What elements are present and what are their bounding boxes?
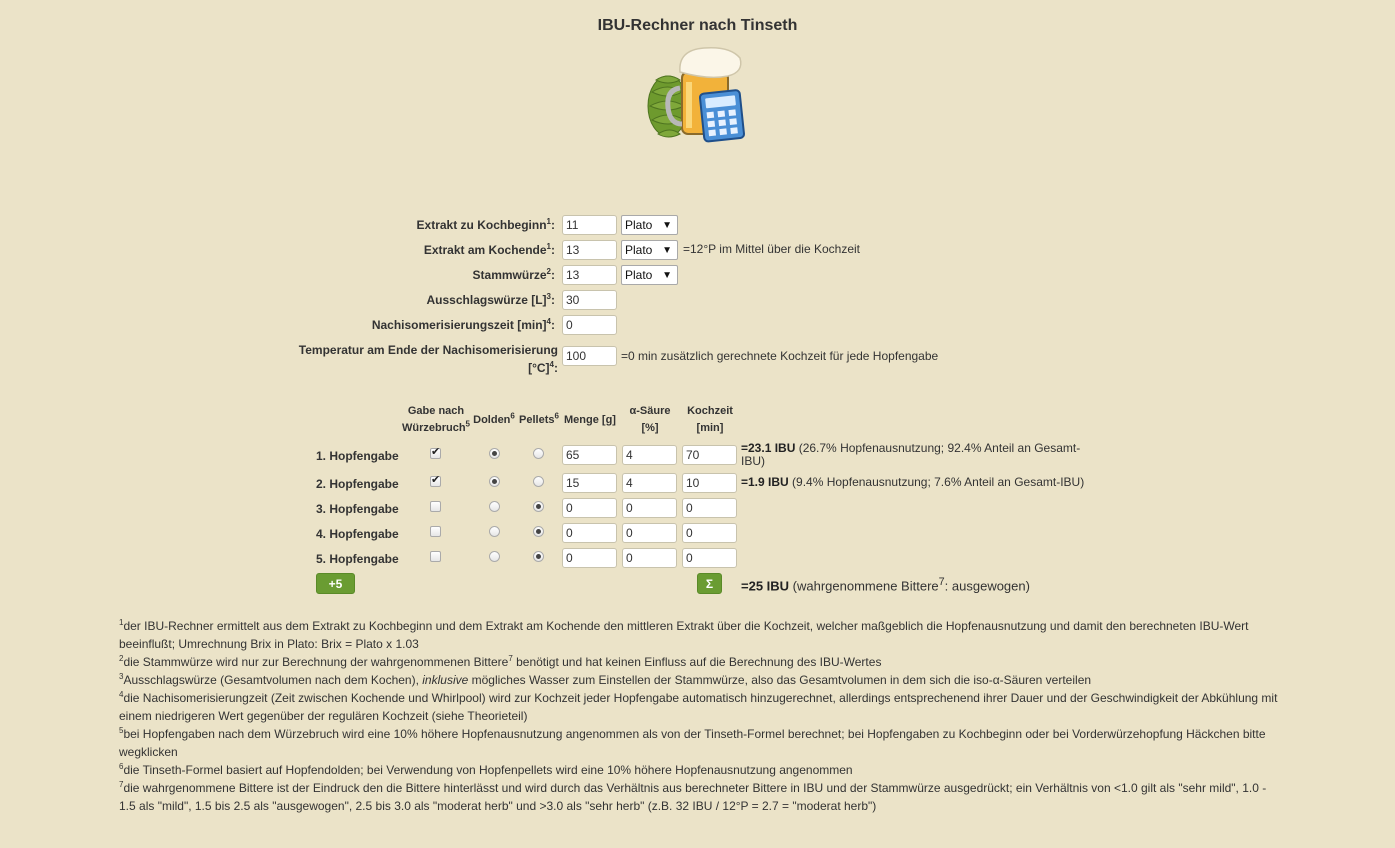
label-nachisomerisierungszeit: Nachisomerisierungszeit $[\min]^4$: xyxy=(371,317,555,332)
kochzeit-input[interactable]: 0 xyxy=(682,548,737,568)
label-temperatur: Temperatur am Ende der Nachisomerisierung $[^\circ C]^4$: xyxy=(298,343,558,375)
footnote: $^2$die Stammwürze wird nur zur Berechnung der wahrgenommenen Bittere$^7$ benötigt und hat keinen Einfluss auf die Berechnung des IBU-Wertes xyxy=(119,654,882,669)
kochzeit-input[interactable]: 70 xyxy=(682,445,737,465)
alpha-input[interactable]: 0 xyxy=(622,523,677,543)
extrakt-mittel-note: =12°P im Mittel über die Kochzeit xyxy=(683,242,860,256)
hop-row-label: 4. Hopfengabe xyxy=(316,527,399,541)
label-extrakt-kochbeginn: Extrakt zu Kochbeginn$^1$: xyxy=(416,217,555,232)
footnotes xyxy=(119,617,1279,815)
footnote: $^3$Ausschlagswürze (Gesamtvolumen nach dem Kochen), inklusive mögliches Wasser zum Einstellen der Stammwürze, also das Gesamtvolumen in dem sich die iso-α-Säuren verteilen xyxy=(119,672,1092,687)
menge-input[interactable]: 15 xyxy=(562,473,617,493)
extrakt-kochbeginn-input[interactable]: 11 xyxy=(562,215,617,235)
extrakt-kochende-unit-select[interactable]: Plato ▼ xyxy=(621,240,678,260)
hop-row-label: 1. Hopfengabe xyxy=(316,449,399,463)
extrakt-kochende-input[interactable]: 13 xyxy=(562,240,617,260)
alpha-input[interactable]: 0 xyxy=(622,498,677,518)
footnote: $^6$die Tinseth-Formel basiert auf Hopfendolden; bei Verwendung von Hopfenpellets wird eine 10% höhere Hopfenausnutzung angenommen xyxy=(119,762,853,777)
stammwuerze-unit-select[interactable]: Plato ▼ xyxy=(621,265,678,285)
chevron-down-icon: ▼ xyxy=(662,220,672,231)
menge-input[interactable]: 0 xyxy=(562,548,617,568)
label-extrakt-kochende: Extrakt am Kochende$^1$: xyxy=(423,242,555,257)
label-stammwuerze: Stammwürze$^2$: xyxy=(472,267,555,282)
temperatur-note: =0 min zusätzlich gerechnete Kochzeit für jede Hopfengabe xyxy=(621,349,939,363)
dolden-radio[interactable] xyxy=(489,476,500,487)
dolden-radio[interactable] xyxy=(489,526,500,537)
footnote: $^5$bei Hopfengaben nach dem Würzebruch wird eine 10% höhere Hopfenausnutzung angenommen als von der Tinseth-Formel berechnet; bei Hopfengaben zu Kochbeginn oder bei Vorderwürzehopfung Häckchen bitte wegklicken xyxy=(119,726,1266,759)
dolden-radio[interactable] xyxy=(489,501,500,512)
header-pellets: Pellets$^6$ xyxy=(519,411,559,426)
label-ausschlagswuerze: Ausschlagswürze $[L]^3$: xyxy=(426,292,555,307)
hop-row-label: 5. Hopfengabe xyxy=(316,552,399,566)
total-ibu-result: =25 IBU (wahrgenommene Bittere$^7$: ausgewogen) xyxy=(741,576,1030,594)
dolden-radio[interactable] xyxy=(489,448,500,459)
pellets-radio[interactable] xyxy=(533,448,544,459)
alpha-input[interactable]: 0 xyxy=(622,548,677,568)
pellets-radio[interactable] xyxy=(533,526,544,537)
chevron-down-icon: ▼ xyxy=(662,270,672,281)
beer-calculator-logo xyxy=(640,42,750,152)
footnote: $^7$die wahrgenommene Bittere ist der Eindruck den die Bittere hinterlässt und wird durch das Verhältnis aus berechneter Bittere in IBU und der Stammwürze ausgedrückt; ein Verhältnis von <1.0 gilt als "sehr mild", 1.0 - 1.5 als "mild", 1.5 bis 2.5 als "ausgewogen", 2.5 bis 3.0 als "moderat herb" und >3.0 als "sehr herb" (z.B. 32 IBU / 12°P = 2.7 = "moderat herb") xyxy=(119,780,1267,813)
sum-button[interactable]: Σ xyxy=(697,573,722,594)
after-break-checkbox[interactable] xyxy=(430,551,441,562)
after-break-checkbox[interactable] xyxy=(430,501,441,512)
dolden-radio[interactable] xyxy=(489,551,500,562)
footnote: $^1$der IBU-Rechner ermittelt aus dem Extrakt zu Kochbeginn und dem Extrakt am Kochende den mittleren Extrakt über die Kochzeit, welcher maßgeblich die Hopfenausnutzung und damit den berechneten IBU-Wert beeinflußt; Umrechnung Brix in Plato: Brix = Plato x 1.03 xyxy=(119,618,1249,651)
after-break-checkbox[interactable] xyxy=(430,476,441,487)
header-alpha-saeure: α-Säure [%] xyxy=(629,405,671,434)
header-dolden: Dolden$^6$ xyxy=(473,411,515,426)
ausschlagswuerze-input[interactable]: 30 xyxy=(562,290,617,310)
header-kochzeit: Kochzeit [min] xyxy=(687,405,733,434)
nachisomerisierungszeit-input[interactable]: 0 xyxy=(562,315,617,335)
temperatur-input[interactable]: 100 xyxy=(562,346,617,366)
footnote: $^4$die Nachisomerisierungzeit (Zeit zwischen Kochende und Whirlpool) wird zur Kochzeit jeder Hopfengabe automatisch hinzugerechnet, allerdings entsprechenend ihrer Dauer und der Geschwindigkeit der Abkühlung mit einem niedrigeren Wert gegenüber der regulären Kochzeit (siehe Theorieteil) xyxy=(119,690,1278,723)
pellets-radio[interactable] xyxy=(533,476,544,487)
add-five-rows-button[interactable]: +5 xyxy=(316,573,355,594)
extrakt-kochbeginn-unit-select[interactable]: Plato ▼ xyxy=(621,215,678,235)
hop-row-label: 2. Hopfengabe xyxy=(316,477,399,491)
pellets-radio[interactable] xyxy=(533,551,544,562)
hop-row-label: 3. Hopfengabe xyxy=(316,502,399,516)
alpha-input[interactable]: 4 xyxy=(622,445,677,465)
kochzeit-input[interactable]: 0 xyxy=(682,523,737,543)
menge-input[interactable]: 0 xyxy=(562,523,617,543)
chevron-down-icon: ▼ xyxy=(662,245,672,256)
kochzeit-input[interactable]: 10 xyxy=(682,473,737,493)
menge-input[interactable]: 65 xyxy=(562,445,617,465)
header-menge: Menge [g] xyxy=(564,414,616,426)
page-title: IBU-Rechner nach Tinseth xyxy=(597,17,798,34)
alpha-input[interactable]: 4 xyxy=(622,473,677,493)
kochzeit-input[interactable]: 0 xyxy=(682,498,737,518)
after-break-checkbox[interactable] xyxy=(430,526,441,537)
hop-result: =1.9 IBU (9.4% Hopfenausnutzung; 7.6% Anteil an Gesamt-IBU) xyxy=(741,475,1085,489)
hop-result: =23.1 IBU (26.7% Hopfenausnutzung; 92.4% Anteil an Gesamt-IBU) xyxy=(741,441,1081,468)
after-break-checkbox[interactable] xyxy=(430,448,441,459)
pellets-radio[interactable] xyxy=(533,501,544,512)
menge-input[interactable]: 0 xyxy=(562,498,617,518)
header-gabe-nach-wuerzebruch: Gabe nach Würzebruch$^5$ xyxy=(401,405,470,434)
stammwuerze-input[interactable]: 13 xyxy=(562,265,617,285)
